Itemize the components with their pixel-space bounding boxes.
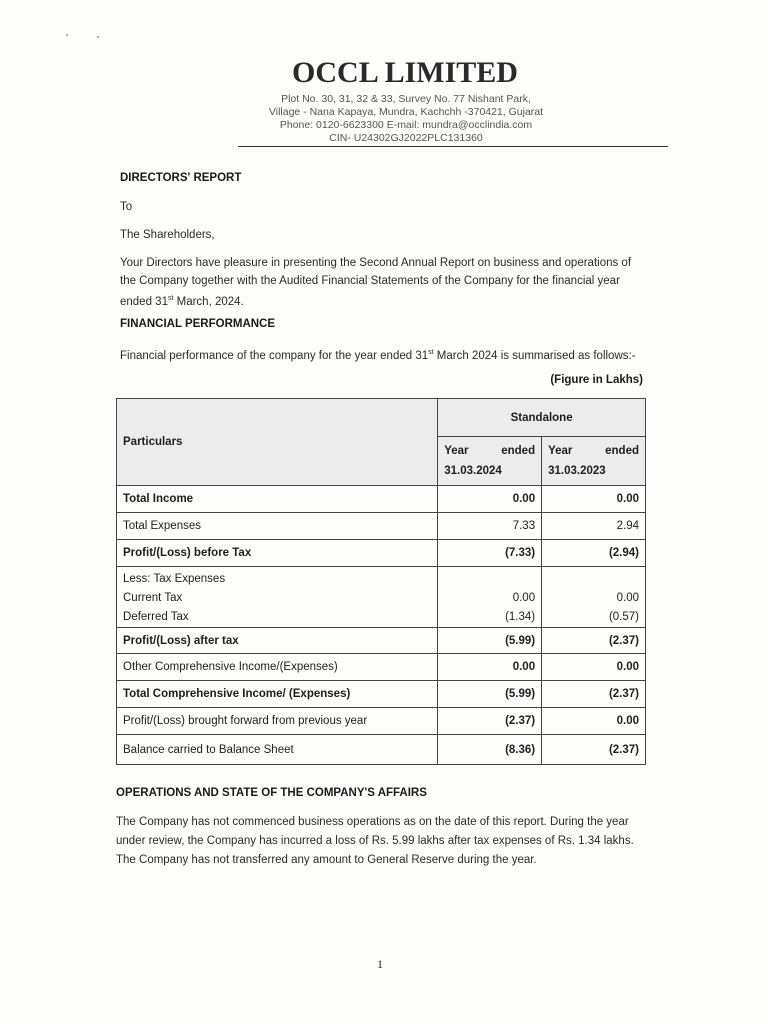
row-value-2024: 0.00 — [438, 654, 542, 681]
financial-heading: FINANCIAL PERFORMANCE — [120, 318, 276, 330]
row-label: Total Expenses — [117, 513, 438, 540]
page-number: 1 — [377, 957, 383, 971]
cin-line: CIN- U24302GJ2022PLC131360 — [329, 132, 483, 144]
row-value-2023: 0.00 (0.57) — [542, 567, 646, 628]
company-name: OCCL LIMITED — [292, 56, 518, 89]
row-value-2023: 2.94 — [542, 513, 646, 540]
scan-speck — [66, 34, 68, 36]
row-value-2023: 0.00 — [542, 486, 646, 513]
row-value-2024: (2.37) — [438, 708, 542, 735]
table-row-tax — [117, 567, 646, 628]
addressee-to: To — [120, 201, 133, 213]
intro-line-2: the Company together with the Audited Financial Statements of the Company for the financial year — [120, 275, 620, 287]
row-label: Total Comprehensive Income/ (Expenses) — [117, 681, 438, 708]
operations-line-1: The Company has not commenced business operations as on the date of this report. During the year — [116, 816, 629, 828]
row-value-2024: (8.36) — [438, 735, 542, 765]
table-row — [117, 708, 646, 735]
row-label: Less: Tax Expenses Current Tax Deferred Tax — [117, 567, 438, 628]
table-row — [117, 486, 646, 513]
row-value-2023: (2.37) — [542, 681, 646, 708]
row-label: Balance carried to Balance Sheet — [117, 735, 438, 765]
row-value-2024: 0.00 — [438, 486, 542, 513]
table-row — [117, 628, 646, 654]
operations-line-3: The Company has not transferred any amount to General Reserve during the year. — [116, 854, 537, 866]
row-label: Profit/(Loss) brought forward from previous year — [117, 708, 438, 735]
financial-table — [116, 398, 646, 765]
row-label: Other Comprehensive Income/(Expenses) — [117, 654, 438, 681]
row-value-2024: (5.99) — [438, 681, 542, 708]
row-value-2024: (5.99) — [438, 628, 542, 654]
operations-heading: OPERATIONS AND STATE OF THE COMPANY'S AFFAIRS — [116, 787, 427, 799]
intro-line-3: ended 31st March, 2024. — [120, 295, 244, 308]
row-value-2023: (2.94) — [542, 540, 646, 567]
operations-line-2: under review, the Company has incurred a loss of Rs. 5.99 lakhs after tax expenses of Rs. 1.34 lakhs. — [116, 835, 634, 847]
row-value-2023: (2.37) — [542, 735, 646, 765]
scan-speck — [97, 36, 99, 38]
contact-line: Phone: 0120-6623300 E-mail: mundra@occlindia.com — [279, 119, 533, 131]
intro-line-1: Your Directors have pleasure in presenting the Second Annual Report on business and operations of — [120, 257, 632, 269]
row-value-2024: 7.33 — [438, 513, 542, 540]
header-fy2024: Year ended 31.03.2024 — [438, 437, 542, 486]
row-value-2024: 0.00 (1.34) — [438, 567, 542, 628]
row-value-2024: (7.33) — [438, 540, 542, 567]
financial-summary: Financial performance of the company for the year ended 31st March 2024 is summarised as follows:- — [120, 349, 636, 362]
unit-note: (Figure in Lakhs) — [550, 374, 643, 386]
letterhead-divider — [238, 146, 668, 147]
table-row — [117, 540, 646, 567]
report-heading: DIRECTORS' REPORT — [120, 172, 242, 184]
row-value-2023: (2.37) — [542, 628, 646, 654]
table-row — [117, 513, 646, 540]
address-line-2: Village - Nana Kapaya, Mundra, Kachchh -370421, Gujarat — [268, 106, 544, 118]
table-row — [117, 735, 646, 765]
row-label: Total Income — [117, 486, 438, 513]
row-value-2023: 0.00 — [542, 708, 646, 735]
salutation: The Shareholders, — [120, 229, 215, 241]
row-label: Profit/(Loss) before Tax — [117, 540, 438, 567]
header-standalone: Standalone — [438, 399, 646, 437]
row-label: Profit/(Loss) after tax — [117, 628, 438, 654]
table-row — [117, 654, 646, 681]
header-particulars: Particulars — [117, 399, 438, 486]
table-row — [117, 681, 646, 708]
header-fy2023: Year ended 31.03.2023 — [542, 437, 646, 486]
row-value-2023: 0.00 — [542, 654, 646, 681]
address-line-1: Plot No. 30, 31, 32 & 33, Survey No. 77 Nishant Park, — [281, 93, 531, 105]
